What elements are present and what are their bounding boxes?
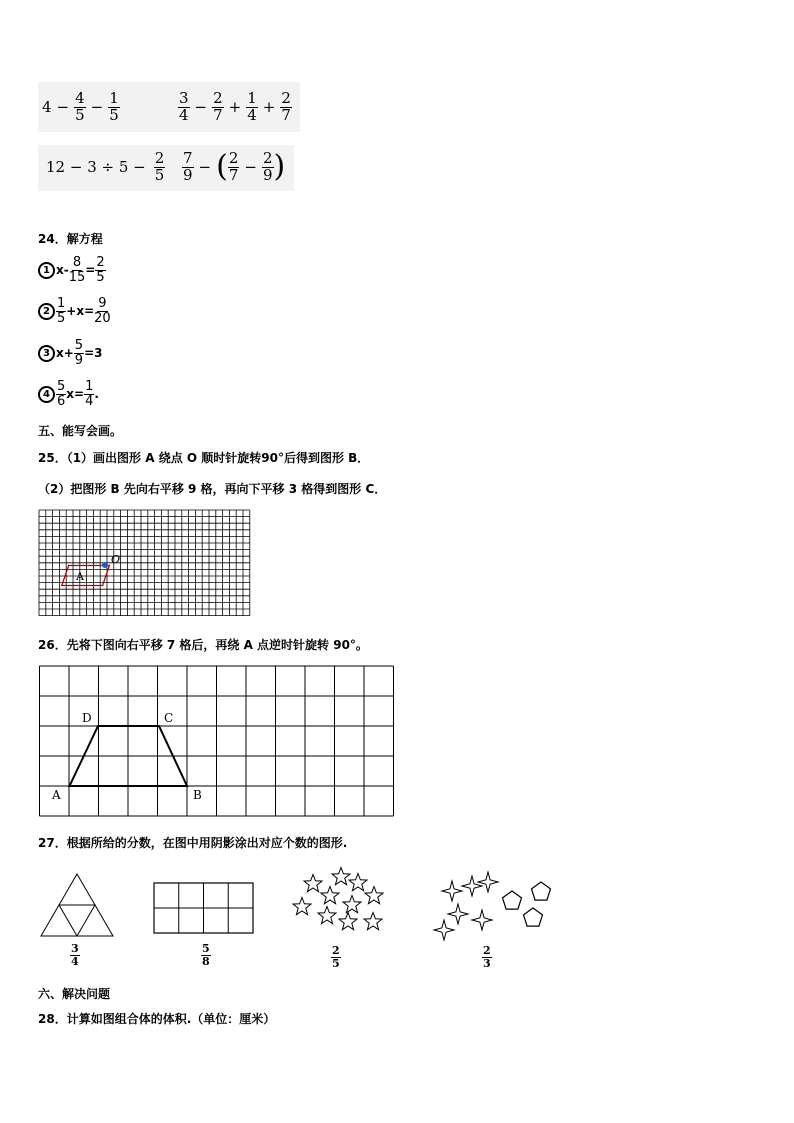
pentagon: [503, 891, 522, 909]
star: [434, 920, 454, 940]
label-a: A: [52, 788, 61, 802]
fraction-label-1: $\frac{3}{4}$: [71, 942, 79, 968]
q27-text: 27．根据所给的分数，在图中用阴影涂出对应个数的图形.: [38, 836, 348, 850]
star: [462, 876, 482, 896]
q25-grid: [38, 509, 254, 619]
q24-title: 24．解方程: [38, 232, 103, 246]
q26-grid: [38, 664, 395, 818]
star: [349, 874, 367, 891]
label-a: A: [76, 570, 84, 583]
rectangle-grid-figure: [153, 882, 255, 934]
q25-line-1: 25．（1）画出图形 A 绕点 O 顺时针旋转90°后得到图形 B．: [38, 451, 370, 465]
star: [339, 913, 357, 930]
label-c: C: [164, 711, 174, 725]
star: [448, 904, 468, 924]
q26-text: 26．先将下图向右平移 7 格后，再绕 A 点逆时针旋转 90°。: [38, 638, 368, 652]
fraction-label-4: $\frac{2}{3}$: [483, 944, 491, 970]
stars-and-pentagons-figure: [432, 870, 556, 942]
star: [365, 887, 383, 904]
fraction-label-3: $\frac{2}{5}$: [332, 944, 340, 970]
calc-expression-4: $\frac{7}{9}$ − ( $\frac{2}{7}$ − $\frac{2}{9}$ ): [183, 148, 286, 184]
star: [318, 907, 336, 924]
label-b: B: [193, 788, 202, 802]
star: [364, 913, 382, 930]
point-o: [102, 562, 108, 568]
stars-figure: [288, 864, 392, 942]
q24-equation-2: 2 $\frac{1}{5}$ +x= $\frac{9}{20}$: [38, 297, 111, 325]
star: [332, 868, 350, 885]
calc-expression-3: 12 − 3 ÷ 5 − $\frac{2}{5}$: [46, 148, 165, 184]
star: [343, 896, 361, 913]
label-d: D: [82, 711, 92, 725]
pentagon: [532, 882, 551, 900]
q25-line-2: （2）把图形 B 先向右平移 9 格，再向下平移 3 格得到图形 C．: [38, 482, 387, 496]
section-5-title: 五、能写会画。: [38, 424, 123, 438]
label-o: O: [111, 553, 121, 566]
star: [321, 887, 339, 904]
q28-text: 28．计算如图组合体的体积.（单位：厘米）: [38, 1012, 276, 1026]
fraction-label-2: $\frac{5}{8}$: [202, 942, 210, 968]
star: [304, 875, 322, 892]
star: [478, 872, 498, 892]
q24-equation-1: 1 x- $\frac{8}{15}$ = $\frac{2}{5}$: [38, 256, 106, 284]
triangle-figure: [38, 872, 116, 940]
star: [442, 881, 462, 901]
pentagon: [524, 908, 543, 926]
section-6-title: 六、解决问题: [38, 987, 111, 1001]
calc-expression-1: 4 − $\frac{4}{5}$ − $\frac{1}{5}$: [42, 88, 119, 124]
star: [293, 898, 311, 915]
star: [472, 910, 492, 930]
q24-equation-4: 4 $\frac{5}{6}$ x= $\frac{1}{4}$ .: [38, 380, 99, 408]
calc-expression-2: $\frac{3}{4}$ − $\frac{2}{7}$ + $\frac{1}{4}$ + $\frac{2}{7}$: [179, 88, 291, 124]
q24-equation-3: 3 x+ $\frac{5}{9}$ =3: [38, 339, 102, 367]
